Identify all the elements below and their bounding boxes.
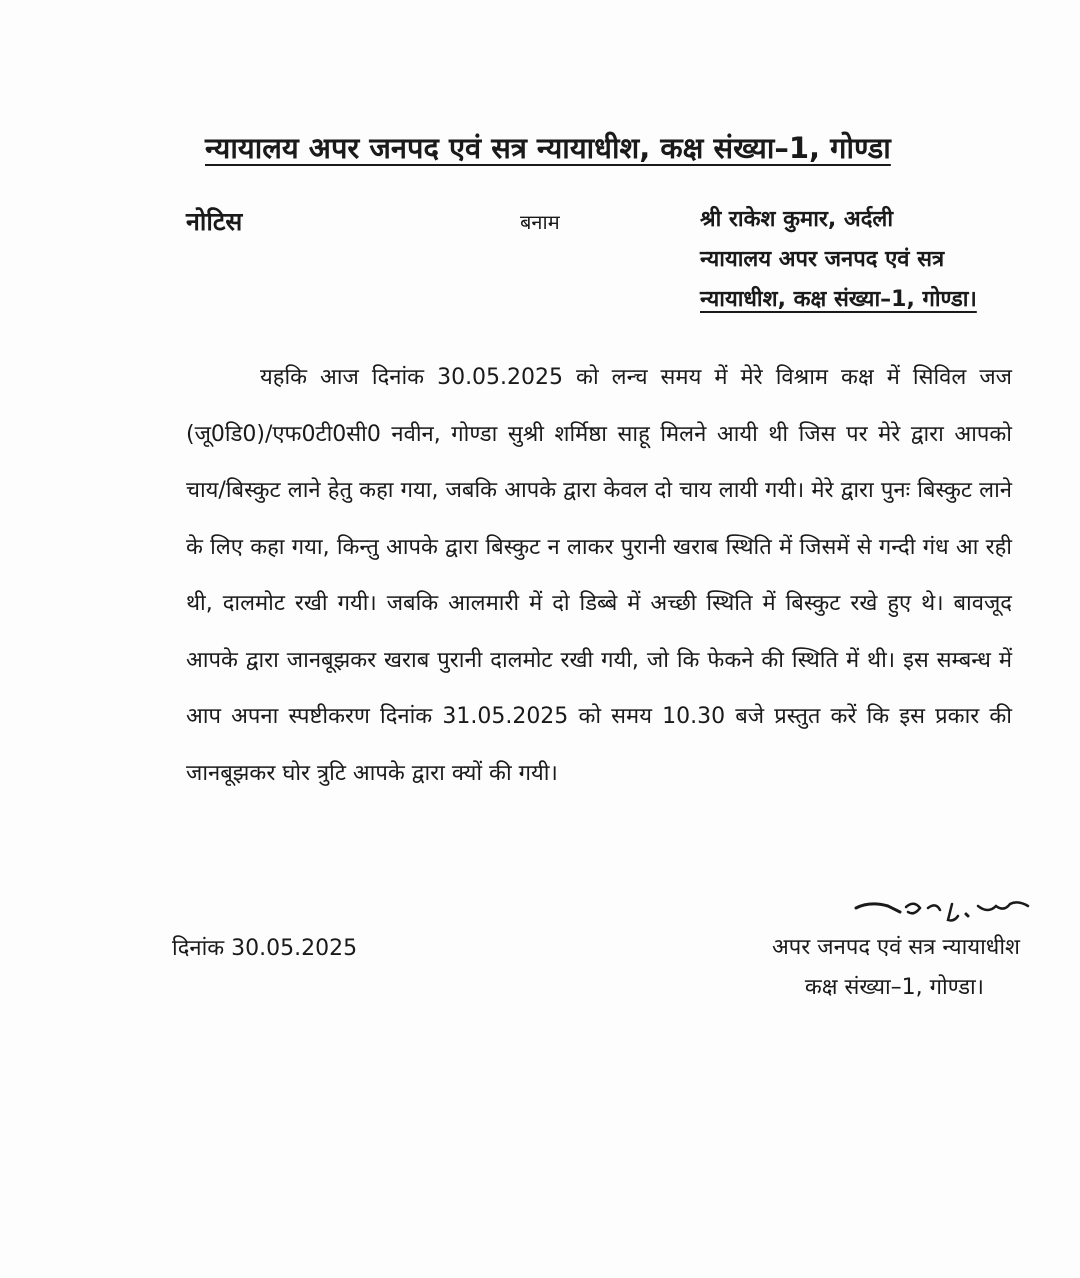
officer-line-1: अपर जनपद एवं सत्र न्यायाधीश	[772, 935, 1020, 960]
notice-label: नोटिस	[186, 207, 243, 236]
court-title: न्यायालय अपर जनपद एवं सत्र न्यायाधीश, कक्ष संख्या–1, गोण्डा	[205, 131, 891, 165]
notice-body-paragraph: यहकि आज दिनांक 30.05.2025 को लन्च समय में मेरे विश्राम कक्ष में सिविल जज (जू0डि0)/एफ0टी0सी0 नवीन, गोण्डा सुश्री शर्मिष्ठा साहू मिलने आयी थी जिस पर मेरे द्वारा आपको चाय/बिस्कुट लाने हेतु कहा गया, जबकि आपके द्वारा केवल दो चाय लायी गयी। मेरे द्वारा पुनः बिस्कुट लाने के लिए कहा गया, किन्तु आपके द्वारा बिस्कुट न लाकर पुरानी खराब स्थिति में जिसमें से गन्दी गंध आ रही थी, दालमोट रखी गयी। जबकि आलमारी में दो डिब्बे में अच्छी स्थिति में बिस्कुट रखे हुए थे। बावजूद आपके द्वारा जानबूझकर खराब पुरानी दालमोट रखी गयी, जो कि फेकने की स्थिति में थी। इस सम्बन्ध में आप अपना स्पष्टीकरण दिनांक 31.05.2025 को समय 10.30 बजे प्रस्तुत करें कि इस प्रकार की जानबूझकर घोर त्रुटि आपके द्वारा क्यों की गयी।	[186, 365, 1012, 786]
addressee-line-2: न्यायालय अपर जनपद एवं सत्र	[700, 247, 945, 272]
addressee-line-3: न्यायाधीश, कक्ष संख्या–1, गोण्डा।	[700, 287, 977, 312]
addressee-block	[700, 200, 1010, 320]
officer-designation	[700, 928, 1020, 1008]
issue-date: दिनांक 30.05.2025	[172, 936, 358, 961]
handwritten-signature	[848, 892, 1038, 932]
officer-line-2: कक्ष संख्या–1, गोण्डा।	[804, 975, 984, 1000]
versus-label: बनाम	[520, 210, 560, 234]
addressee-line-1: श्री राकेश कुमार, अर्दली	[700, 207, 894, 232]
